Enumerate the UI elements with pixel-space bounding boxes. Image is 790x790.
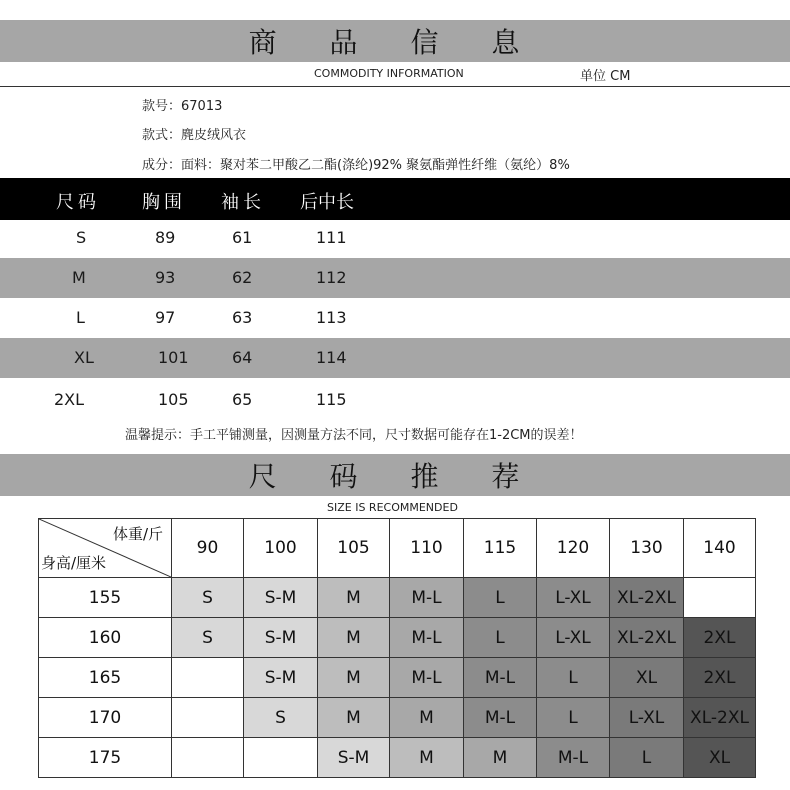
- size-row: [0, 338, 790, 378]
- table-corner: [39, 519, 172, 578]
- height-row: [39, 658, 756, 698]
- size-recommendation-cell: L: [464, 618, 537, 658]
- height-label: 175: [39, 738, 172, 778]
- header-back-length: 后中长: [300, 192, 354, 213]
- size-recommendation-cell: M: [318, 578, 390, 618]
- size-recommendation-cell: M: [390, 698, 464, 738]
- size-row: [0, 298, 790, 338]
- size-recommendation-cell: L: [610, 738, 684, 778]
- header-sleeve: 袖长: [221, 192, 265, 213]
- height-label: 170: [39, 698, 172, 738]
- height-row: [39, 618, 756, 658]
- size-recommendation-cell: S: [244, 698, 318, 738]
- style-name: 款式：麂皮绒风衣: [142, 128, 247, 143]
- height-row: [39, 698, 756, 738]
- sleeve-cell: 62: [232, 268, 253, 287]
- recommend-subtitle: SIZE IS RECOMMENDED: [327, 501, 458, 514]
- size-recommendation-cell: S: [172, 578, 244, 618]
- weight-header: 115: [464, 519, 537, 578]
- weight-header: 90: [172, 519, 244, 578]
- size-recommendation-cell: S-M: [244, 578, 318, 618]
- weight-header: 100: [244, 519, 318, 578]
- size-recommendation-cell: XL-2XL: [684, 698, 756, 738]
- header-chest: 胸围: [142, 192, 186, 213]
- sleeve-cell: 61: [232, 228, 253, 247]
- weight-header-row: [39, 519, 756, 578]
- size-recommendation-cell: M: [318, 618, 390, 658]
- commodity-title: 商 品 信 息: [248, 26, 542, 59]
- weight-header: 120: [537, 519, 610, 578]
- size-recommendation-table: [38, 518, 756, 778]
- size-recommendation-cell: [172, 658, 244, 698]
- height-row: [39, 738, 756, 778]
- size-recommendation-cell: M: [318, 698, 390, 738]
- recommend-title-banner: [0, 454, 790, 496]
- size-recommendation-cell: L-XL: [537, 618, 610, 658]
- size-recommendation-cell: XL-2XL: [610, 578, 684, 618]
- size-recommendation-cell: XL-2XL: [610, 618, 684, 658]
- weight-header: 110: [390, 519, 464, 578]
- height-label: 155: [39, 578, 172, 618]
- size-cell: S: [76, 228, 87, 247]
- size-row: [0, 220, 790, 258]
- size-recommendation-cell: 2XL: [684, 658, 756, 698]
- height-row: [39, 578, 756, 618]
- size-recommendation-cell: [172, 698, 244, 738]
- size-recommendation-cell: L-XL: [537, 578, 610, 618]
- size-cell: 2XL: [54, 390, 85, 409]
- style-number: 款号：67013: [142, 99, 223, 114]
- size-cell: XL: [74, 348, 94, 367]
- composition: 成分：面料：聚对苯二甲酸乙二酯(涤纶)92% 聚氨酯弹性纤维（氨纶）8%: [142, 158, 570, 173]
- size-recommendation-cell: S-M: [244, 618, 318, 658]
- size-recommendation-cell: L: [464, 578, 537, 618]
- chest-cell: 97: [155, 308, 176, 327]
- recommend-title: 尺 码 推 荐: [248, 460, 542, 493]
- sleeve-cell: 64: [232, 348, 253, 367]
- size-cell: L: [76, 308, 85, 327]
- unit-label: 单位 CM: [580, 69, 631, 84]
- weight-header: 130: [610, 519, 684, 578]
- size-row: [0, 258, 790, 298]
- size-table-header: [0, 178, 790, 220]
- back-length-cell: 112: [316, 268, 347, 287]
- back-length-cell: 114: [316, 348, 347, 367]
- size-recommendation-cell: M: [318, 658, 390, 698]
- chest-cell: 105: [158, 390, 189, 409]
- sleeve-cell: 65: [232, 390, 253, 409]
- size-recommendation-cell: XL: [684, 738, 756, 778]
- sleeve-cell: 63: [232, 308, 253, 327]
- weight-header: 140: [684, 519, 756, 578]
- size-row: [0, 378, 790, 420]
- chest-cell: 89: [155, 228, 176, 247]
- chest-cell: 93: [155, 268, 176, 287]
- size-cell: M: [72, 268, 86, 287]
- size-recommendation-cell: M: [464, 738, 537, 778]
- size-recommendation-cell: XL: [610, 658, 684, 698]
- size-recommendation-cell: L-XL: [610, 698, 684, 738]
- size-recommendation-cell: S-M: [244, 658, 318, 698]
- size-recommendation-cell: M-L: [537, 738, 610, 778]
- back-length-cell: 115: [316, 390, 347, 409]
- size-recommendation-cell: M-L: [390, 658, 464, 698]
- back-length-cell: 111: [316, 228, 347, 247]
- chest-cell: 101: [158, 348, 189, 367]
- commodity-title-banner: [0, 20, 790, 62]
- commodity-subtitle: COMMODITY INFORMATION: [314, 67, 464, 80]
- weight-header: 105: [318, 519, 390, 578]
- back-length-cell: 113: [316, 308, 347, 327]
- height-label: 165: [39, 658, 172, 698]
- size-recommendation-cell: M: [390, 738, 464, 778]
- measurement-note: 温馨提示：手工平铺测量，因测量方法不同，尺寸数据可能存在1-2CM的误差！: [125, 428, 583, 443]
- size-recommendation-cell: M-L: [390, 618, 464, 658]
- height-axis-label: 身高/厘米: [41, 554, 107, 572]
- size-recommendation-cell: M-L: [390, 578, 464, 618]
- height-label: 160: [39, 618, 172, 658]
- size-recommendation-cell: 2XL: [684, 618, 756, 658]
- weight-axis-label: 体重/斤: [112, 525, 163, 543]
- size-recommendation-cell: L: [537, 658, 610, 698]
- size-recommendation-cell: M-L: [464, 698, 537, 738]
- size-recommendation-cell: S-M: [318, 738, 390, 778]
- size-recommendation-cell: L: [537, 698, 610, 738]
- size-recommendation-cell: [244, 738, 318, 778]
- size-recommendation-cell: [684, 578, 756, 618]
- size-recommendation-cell: [172, 738, 244, 778]
- header-size: 尺码: [56, 192, 100, 213]
- size-recommendation-cell: S: [172, 618, 244, 658]
- size-recommendation-cell: M-L: [464, 658, 537, 698]
